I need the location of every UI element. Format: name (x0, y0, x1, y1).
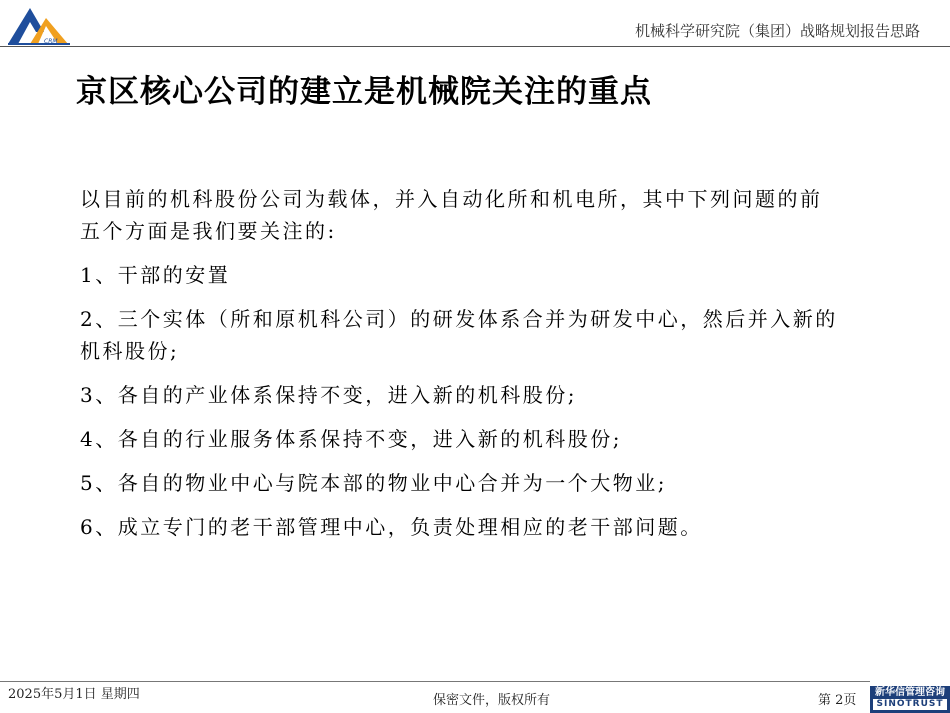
brand-name-cn: 新华信管理咨询 (875, 687, 945, 698)
list-item-2: 2、三个实体（所和原机科公司）的研发体系合并为研发中心，然后并入新的机科股份; (80, 307, 838, 363)
content-body (80, 183, 840, 543)
footer-page-number: 第 2页 (818, 693, 857, 708)
company-logo (6, 4, 72, 46)
footer-date: 2025年5月1日 星期四 (8, 687, 140, 702)
header-title: 机械科学研究院（集团）战略规划报告思路 (634, 22, 920, 40)
logo-text: CRM (44, 38, 58, 45)
brand-name-en: SINOTRUST (873, 699, 947, 710)
intro-paragraph: 以目前的机科股份公司为载体，并入自动化所和机电所，其中下列问题的前五个方面是我们要关注的: (80, 187, 823, 243)
page-title: 京区核心公司的建立是机械院关注的重点 (76, 74, 652, 110)
list-item-3: 3、各自的产业体系保持不变，进入新的机科股份; (80, 383, 577, 407)
list-item-5: 5、各自的物业中心与院本部的物业中心合并为一个大物业; (80, 471, 667, 495)
footer-divider (0, 681, 870, 682)
footer-confidential: 保密文件，版权所有 (433, 693, 551, 708)
sinotrust-logo (870, 686, 950, 713)
header-divider (0, 46, 950, 47)
list-item-1: 1、干部的安置 (80, 263, 231, 287)
list-item-4: 4、各自的行业服务体系保持不变，进入新的机科股份; (80, 427, 622, 451)
list-item-6: 6、成立专门的老干部管理中心，负责处理相应的老干部问题。 (80, 515, 703, 539)
